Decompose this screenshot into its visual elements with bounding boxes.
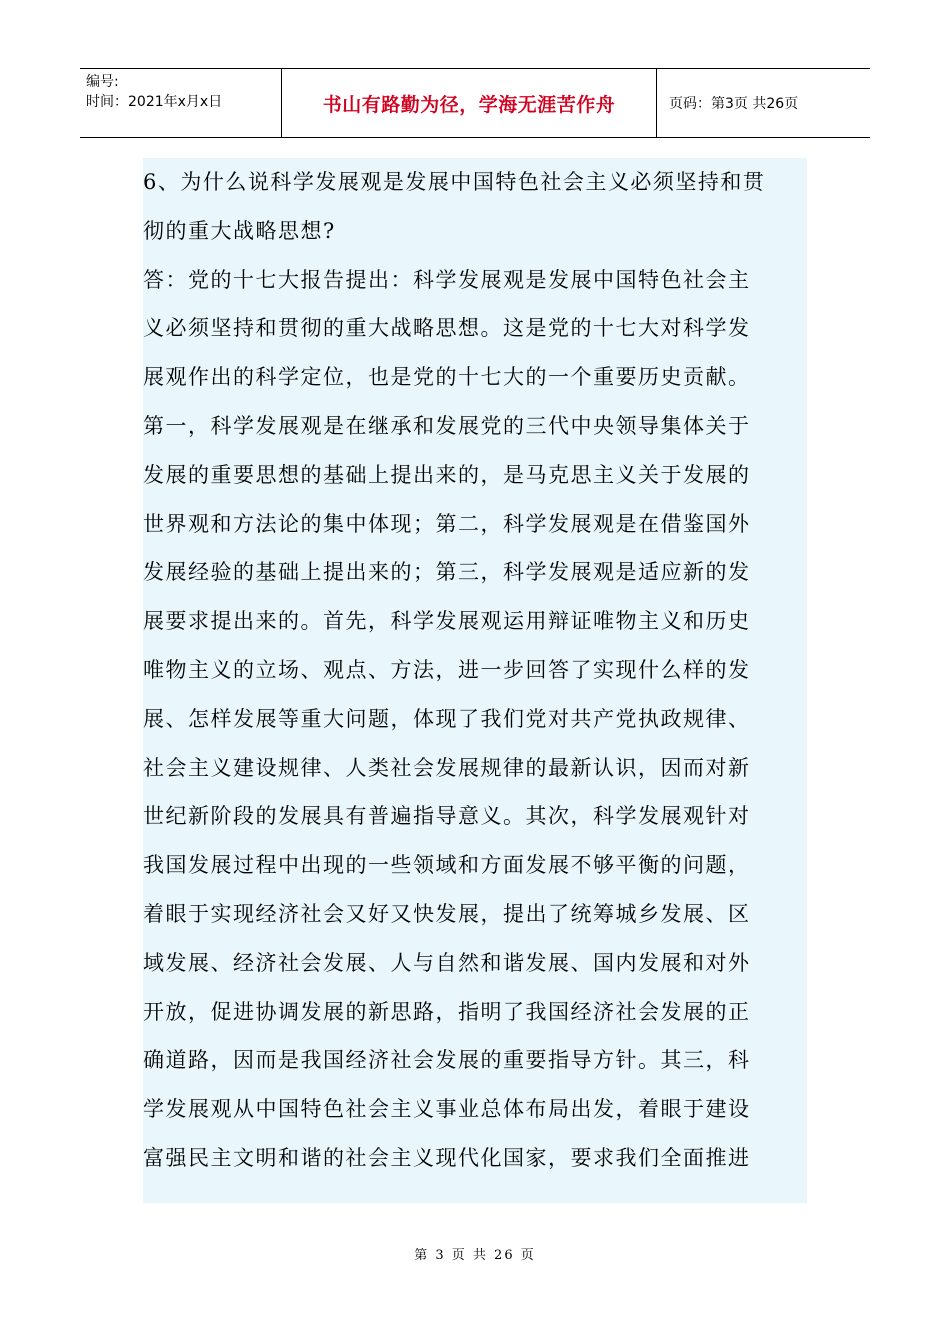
- document-time: 时间：2021年x月x日: [86, 94, 223, 110]
- header-meta: [80, 69, 282, 137]
- body-line: 富强民主文明和谐的社会主义现代化国家，要求我们全面推进: [143, 1145, 751, 1170]
- body-line: 义必须坚持和贯彻的重大战略思想。这是党的十七大对科学发: [143, 316, 751, 341]
- document-body: [143, 158, 807, 1203]
- body-line: 域发展、经济社会发展、人与自然和谐发展、国内发展和对外: [143, 950, 751, 975]
- body-line: 展观作出的科学定位，也是党的十七大的一个重要历史贡献。: [143, 365, 751, 390]
- body-line: 唯物主义的立场、观点、方法，进一步回答了实现什么样的发: [143, 657, 751, 682]
- body-line: 答：党的十七大报告提出：科学发展观是发展中国特色社会主: [143, 267, 751, 292]
- body-line: 社会主义建设规律、人类社会发展规律的最新认识，因而对新: [143, 755, 751, 780]
- body-line: 第一，科学发展观是在继承和发展党的三代中央领导集体关于: [143, 413, 751, 438]
- body-line: 6、为什么说科学发展观是发展中国特色社会主义必须坚持和贯: [143, 170, 766, 194]
- body-line: 开放，促进协调发展的新思路，指明了我国经济社会发展的正: [143, 999, 751, 1024]
- body-line: 我国发展过程中出现的一些领域和方面发展不够平衡的问题，: [143, 853, 751, 878]
- body-line: 展要求提出来的。首先，科学发展观运用辩证唯物主义和历史: [143, 609, 751, 634]
- body-line: 发展的重要思想的基础上提出来的，是马克思主义关于发展的: [143, 462, 751, 487]
- page-footer: 第 3 页 共 26 页: [414, 1248, 536, 1263]
- header-page-info: 页码：第3页 共26页: [669, 96, 799, 112]
- body-line: 发展经验的基础上提出来的；第三，科学发展观是适应新的发: [143, 560, 751, 585]
- body-line: 展、怎样发展等重大问题，体现了我们党对共产党执政规律、: [143, 706, 751, 731]
- body-line: 学发展观从中国特色社会主义事业总体布局出发，着眼于建设: [143, 1097, 751, 1122]
- body-line: 彻的重大战略思想?: [143, 218, 336, 243]
- document-number-label: 编号:: [86, 74, 119, 90]
- body-line: 世纪新阶段的发展具有普遍指导意义。其次，科学发展观针对: [143, 804, 751, 829]
- body-line: 世界观和方法论的集中体现；第二，科学发展观是在借鉴国外: [143, 511, 751, 536]
- body-line: 确道路，因而是我国经济社会发展的重要指导方针。其三，科: [143, 1048, 751, 1073]
- header-motto-cell: [282, 69, 657, 137]
- header-page-info-cell: [657, 69, 870, 137]
- header-motto: 书山有路勤为径，学海无涯苦作舟: [322, 93, 616, 116]
- body-line: 着眼于实现经济社会又好又快发展，提出了统筹城乡发展、区: [143, 901, 751, 926]
- document-header: [80, 68, 870, 138]
